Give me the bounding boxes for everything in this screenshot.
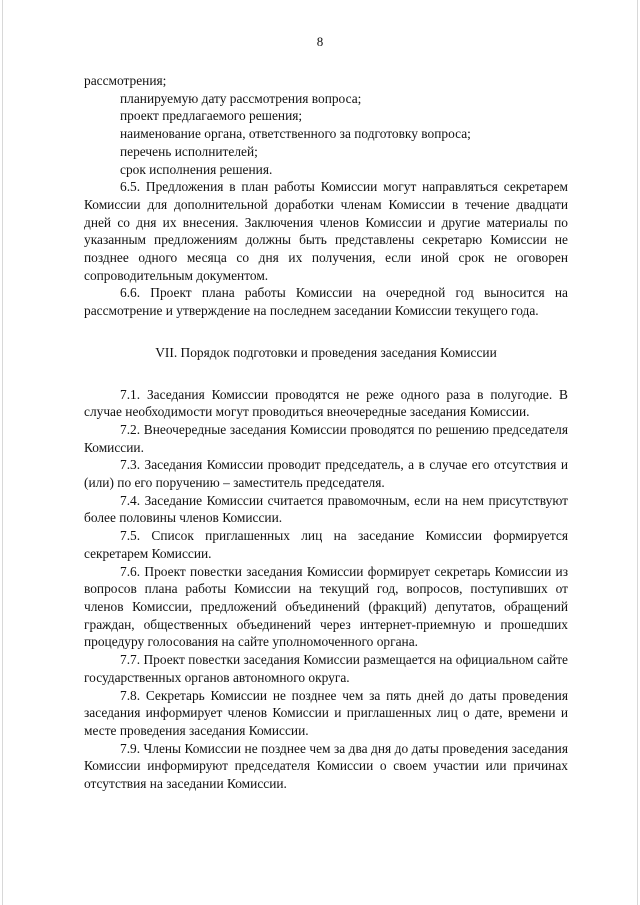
list-item: рассмотрения;: [84, 73, 167, 88]
scan-edge-right: [637, 0, 638, 905]
list-item: наименование органа, ответственного за подготовку вопроса;: [120, 126, 471, 142]
paragraph-7-6: 7.6. Проект повестки заседания Комиссии формирует секретарь Комиссии из вопросов плана работы Комиссии на текущий год, вопросов, поступивших от членов Комиссии, предложений объединений (фракций) депутатов, обращений граждан, общественных объединений через интернет-приемную и прошедших процедуру голосования на сайте уполномоченного органа.: [84, 563, 568, 650]
paragraph-7-3: 7.3. Заседания Комиссии проводит председатель, а в случае его отсутствия и (или) по его поручению – заместитель председателя.: [84, 457, 568, 491]
list-item: проект предлагаемого решения;: [120, 108, 303, 124]
list-item: перечень исполнителей;: [120, 143, 258, 159]
paragraph-7-8: 7.8. Секретарь Комиссии не позднее чем за пять дней до даты проведения заседания информирует членов Комиссии и приглашенных лиц о дате, времени и месте проведения заседания Комиссии.: [84, 687, 568, 738]
section-heading: VII. Порядок подготовки и проведения заседания Комиссии: [155, 344, 497, 360]
paragraph-7-7: 7.7. Проект повестки заседания Комиссии размещается на официальном сайте государственных органов автономного округа.: [84, 652, 568, 685]
paragraph-6-6: 6.6. Проект плана работы Комиссии на очередной год выносится на рассмотрение и утверждение на последнем заседании Комиссии текущего года.: [84, 285, 568, 319]
paragraph-6-5: 6.5. Предложения в план работы Комиссии могут направляться секретарем Комиссии для дополнительной доработки членам Комиссии в течение двадцати дней со дня их внесения. Заключения членов Комиссии и другие материалы по указанным предложениям должны быть представлены секретарю Комиссии не позднее одного месяца со дня их получения, если иной срок не оговорен сопроводительным документом.: [84, 179, 568, 283]
document-body: [84, 72, 568, 793]
page-number: 8: [316, 34, 324, 49]
scan-edge-left: [2, 0, 3, 905]
paragraph-7-4: 7.4. Заседание Комиссии считается правомочным, если на нем присутствуют более половины членов Комиссии.: [84, 492, 568, 526]
paragraph-7-9: 7.9. Члены Комиссии не позднее чем за два дня до даты проведения заседания Комиссии информируют председателя Комиссии о своем участии или причинах отсутствия на заседании Комиссии.: [84, 740, 568, 792]
paragraph-7-1: 7.1. Заседания Комиссии проводятся не реже одного раза в полугодие. В случае необходимости могут проводиться внеочередные заседания Комиссии.: [84, 386, 568, 420]
paragraph-7-2: 7.2. Внеочередные заседания Комиссии проводятся по решению председателя Комиссии.: [84, 421, 568, 455]
list-item: срок исполнения решения.: [120, 161, 273, 177]
paragraph-7-5: 7.5. Список приглашенных лиц на заседание Комиссии формируется секретарем Комиссии.: [84, 528, 568, 561]
list-item: планируемую дату рассмотрения вопроса;: [120, 90, 362, 106]
